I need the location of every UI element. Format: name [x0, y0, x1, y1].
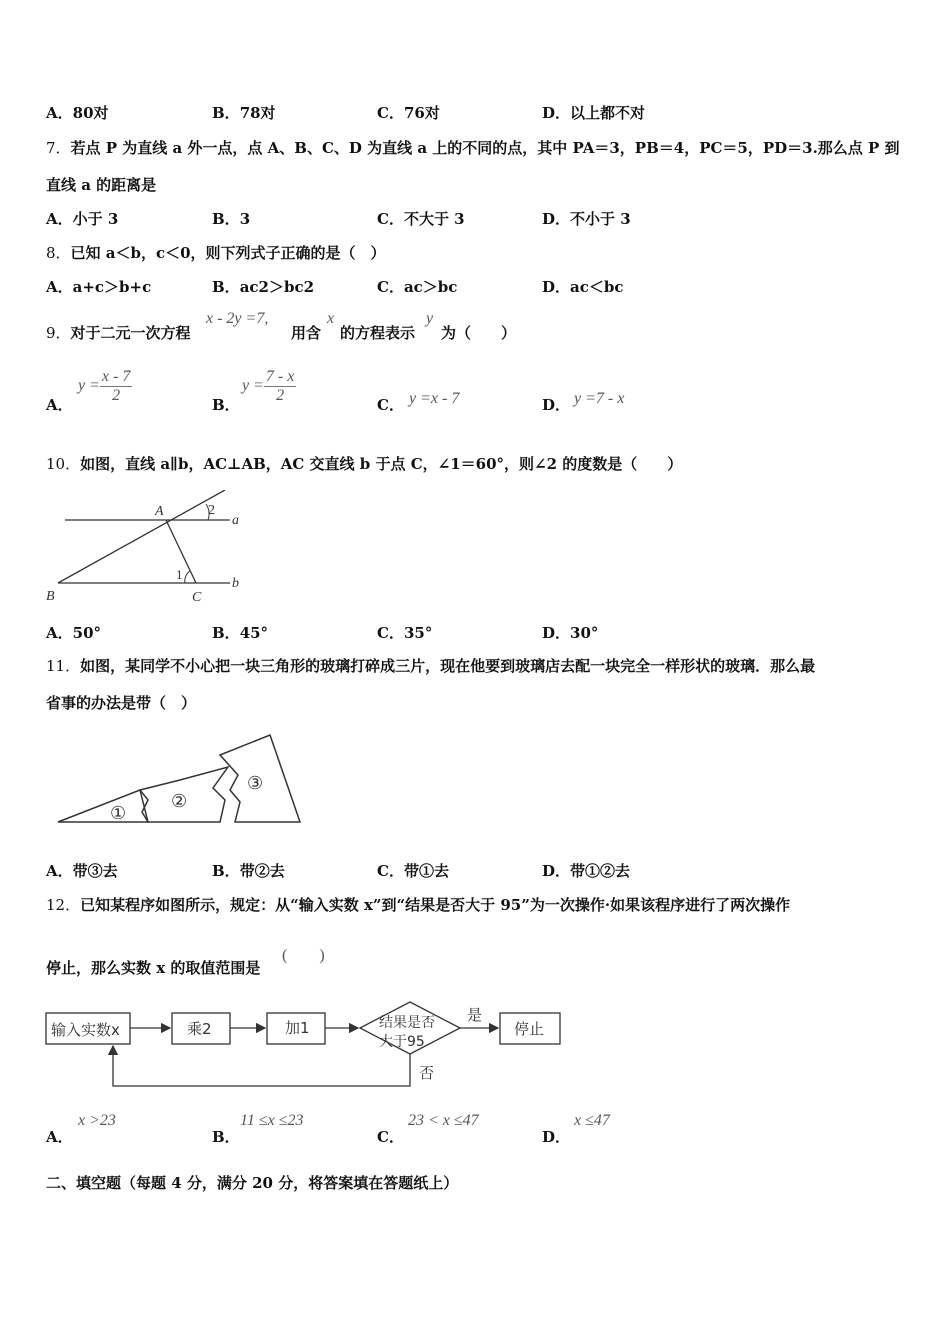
label-A: A [155, 504, 164, 519]
q12-option-d-letter: D． [542, 1128, 571, 1146]
label-angle1: 1 [176, 567, 183, 582]
q9-option-a-expr: y = $\frac{x - 7}{2}$ [78, 368, 131, 404]
q12-option-c-letter: C． [377, 1128, 404, 1146]
q6-option-d: D．以上都不对 [542, 104, 646, 122]
q7-line2: 直线 a 的距离是 [46, 176, 157, 194]
q7-option-c: C．不大于 3 [377, 210, 465, 228]
q11-line2: 省事的办法是带（ ） [46, 694, 197, 712]
q12-option-b-letter: B． [212, 1128, 240, 1146]
q9-stem-text-d: 为（ ） [441, 324, 517, 342]
q11-option-b: B．带②去 [212, 862, 285, 880]
q12-paren: ( ) [282, 947, 325, 964]
q12-line1: 12．已知某程序如图所示，规定：从“输入实数 x”到“结果是否大于 95”为一次操作·如果该程序进行了两次操作 [46, 896, 791, 914]
flow-stop-label: 停止 [514, 1020, 545, 1038]
angle1-arc [185, 571, 190, 583]
label-angle2: 2 [208, 503, 215, 518]
q12-flowchart [40, 998, 580, 1093]
label-piece-2: ② [171, 791, 188, 811]
q12-option-a-expr: x >23 [78, 1112, 116, 1129]
label-a: a [232, 513, 239, 528]
q7-option-d: D．不小于 3 [542, 210, 631, 228]
section2-title: 二、填空题（每题 4 分，满分 20 分，将答案填在答题纸上） [46, 1174, 459, 1192]
line-ba-extended [58, 490, 225, 583]
q7-option-b: B．3 [212, 210, 251, 228]
flow-decision-line2: 大于95 [379, 1034, 425, 1050]
flow-no-label: 否 [419, 1064, 435, 1082]
q12-option-c-expr: 23 < x ≤47 [408, 1112, 479, 1129]
q11-option-a: A．带③去 [46, 862, 118, 880]
q9-option-b-expr: y = $\frac{7 - x}{2}$ [242, 368, 295, 404]
q6-option-b: B．78对 [212, 104, 276, 122]
label-b: b [232, 576, 239, 591]
q9-equation: x - 2y =7, [206, 310, 269, 327]
q9-var-y: y [426, 310, 434, 327]
q8-option-d: D．ac＜bc [542, 278, 624, 296]
label-piece-1: ① [110, 803, 127, 823]
q6-option-c: C．76对 [377, 104, 440, 122]
flow-mul-label: 乘2 [187, 1020, 212, 1038]
q10-option-b: B．45° [212, 624, 269, 642]
q10-option-a: A．50° [46, 624, 102, 642]
q8-option-b: B．ac2＞bc2 [212, 278, 315, 296]
q11-option-c: C．带①去 [377, 862, 449, 880]
q10-option-c: C．35° [377, 624, 433, 642]
q10-figure [40, 490, 260, 610]
q8-option-a: A．a+c＞b+c [46, 278, 152, 296]
label-B: B [46, 589, 55, 604]
q11-option-d: D．带①②去 [542, 862, 631, 880]
q11-figure [50, 730, 310, 830]
q9-option-d-expr: y =7 - x [574, 390, 625, 407]
q7-line1: 7．若点 P 为直线 a 外一点，点 A、B、C、D 为直线 a 上的不同的点，其中 PA＝3，PB＝4，PC＝5，PD＝3.那么点 P 到 [46, 139, 900, 157]
label-piece-3: ③ [247, 773, 264, 793]
q9-option-b-letter: B． [212, 396, 240, 414]
q6-option-a: A．80对 [46, 104, 109, 122]
q9-option-a-letter: A． [46, 396, 73, 414]
label-C: C [192, 590, 202, 605]
flow-decision-line1: 结果是否 [379, 1015, 435, 1031]
q10-option-d: D．30° [542, 624, 599, 642]
q8-stem: 8．已知 a＜b，c＜0，则下列式子正确的是（ ） [46, 244, 386, 262]
q12-option-a-letter: A． [46, 1128, 73, 1146]
q9-stem-start: 9．对于二元一次方程 [46, 324, 191, 342]
q9-option-c-letter: C． [377, 396, 404, 414]
q7-option-a: A．小于 3 [46, 210, 119, 228]
q9-stem-text-b: 用含 [291, 324, 322, 342]
q12-option-d-expr: x ≤47 [574, 1112, 610, 1129]
q9-option-c-expr: y =x - 7 [409, 390, 460, 407]
flow-add-label: 加1 [285, 1019, 310, 1037]
q12-option-b-expr: 11 ≤x ≤23 [240, 1112, 304, 1129]
flow-yes-label: 是 [467, 1006, 483, 1024]
q9-var-x: x [327, 310, 335, 327]
flow-arrow-no-loop [113, 1046, 410, 1086]
q12-line2: 停止，那么实数 x 的取值范围是 [46, 959, 261, 977]
flow-input-label: 输入实数x [51, 1021, 120, 1039]
glass-piece-1 [58, 790, 148, 822]
q11-line1: 11．如图，某同学不小心把一块三角形的玻璃打碎成三片，现在他要到玻璃店去配一块完全一样形状的玻璃．那么最 [46, 657, 816, 675]
q9-stem-text-c: 的方程表示 [340, 324, 416, 342]
q8-option-c: C．ac＞bc [377, 278, 458, 296]
q10-stem: 10．如图，直线 a∥b，AC⊥AB，AC 交直线 b 于点 C，∠1＝60°，则∠2 的度数是（ ） [46, 455, 683, 473]
q9-option-d-letter: D． [542, 396, 571, 414]
